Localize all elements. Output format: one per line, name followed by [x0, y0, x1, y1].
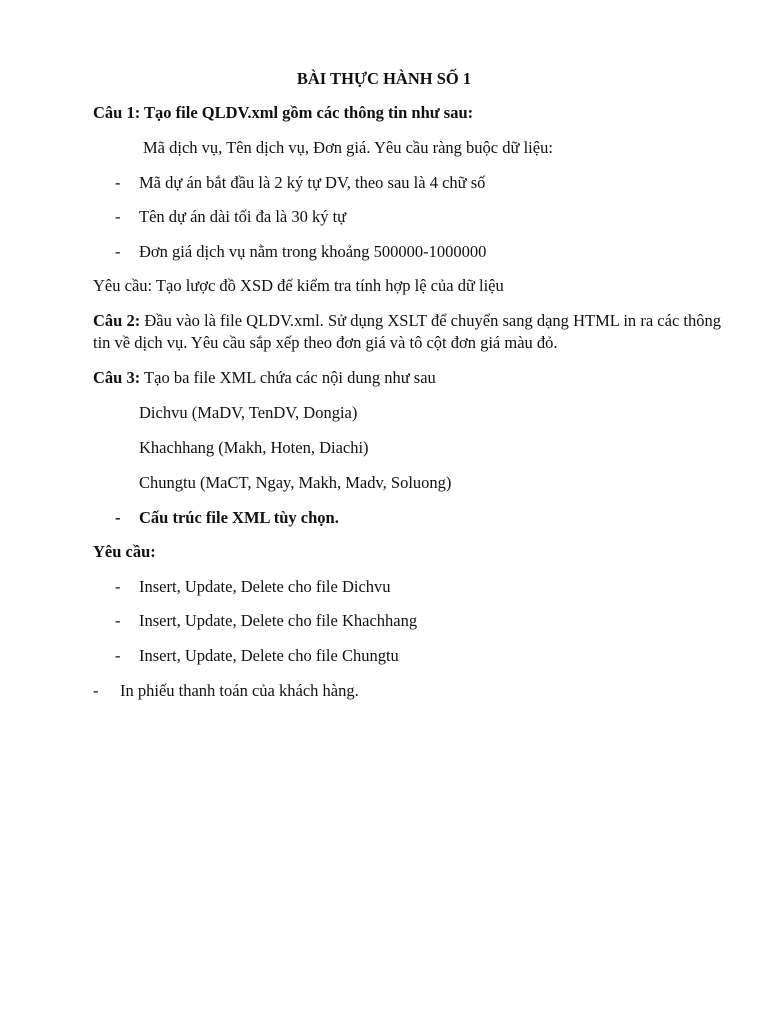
bullet-dash: -: [115, 508, 121, 527]
bullet-dash: -: [115, 207, 121, 226]
question-2-text: Đầu vào là file QLDV.xml. Sử dụng XSLT để chuyển sang dạng HTML in ra các thông tin về dịch vụ. Yêu cầu sắp xếp theo đơn giá và tô cột đơn giá màu đỏ.: [93, 311, 721, 352]
requirement-heading: Yêu cầu:: [93, 542, 156, 561]
requirement-item: Insert, Update, Delete cho file Chungtu: [139, 646, 399, 665]
structure-note: Cấu trúc file XML tùy chọn.: [139, 508, 339, 527]
question-1-requirement: Yêu cầu: Tạo lược đồ XSD để kiểm tra tính hợp lệ của dữ liệu: [93, 276, 504, 295]
question-1-heading: Câu 1: Tạo file QLDV.xml gồm các thông tin như sau:: [93, 103, 474, 122]
question-1-bullet: Tên dự án dài tối đa là 30 ký tự: [139, 207, 347, 226]
question-3-label: Câu 3:: [93, 368, 141, 387]
question-3-text: Tạo ba file XML chứa các nội dung như sau: [144, 368, 436, 387]
bullet-dash: -: [115, 173, 121, 192]
question-1-intro: Mã dịch vụ, Tên dịch vụ, Đơn giá. Yêu cầu ràng buộc dữ liệu:: [143, 138, 553, 157]
question-2-paragraph: [93, 310, 721, 354]
question-1-bullet: Đơn giá dịch vụ nằm trong khoảng 500000-1000000: [139, 242, 487, 261]
bullet-dash: -: [115, 611, 121, 630]
final-item: In phiếu thanh toán của khách hàng.: [120, 681, 359, 700]
bullet-dash: -: [115, 242, 121, 261]
xml-file-item: Dichvu (MaDV, TenDV, Dongia): [139, 403, 358, 422]
requirement-item: Insert, Update, Delete cho file Dichvu: [139, 577, 391, 596]
question-3-paragraph: [93, 367, 436, 389]
xml-file-item: Chungtu (MaCT, Ngay, Makh, Madv, Soluong): [139, 473, 452, 492]
requirement-item: Insert, Update, Delete cho file Khachhang: [139, 611, 418, 630]
bullet-dash: -: [93, 681, 99, 700]
xml-file-item: Khachhang (Makh, Hoten, Diachi): [139, 438, 369, 457]
bullet-dash: -: [115, 577, 121, 596]
question-1-bullet: Mã dự án bắt đầu là 2 ký tự DV, theo sau là 4 chữ số: [139, 173, 486, 192]
page-title: BÀI THỰC HÀNH SỐ 1: [296, 69, 472, 88]
bullet-dash: -: [115, 646, 121, 665]
question-2-label: Câu 2:: [93, 311, 141, 330]
